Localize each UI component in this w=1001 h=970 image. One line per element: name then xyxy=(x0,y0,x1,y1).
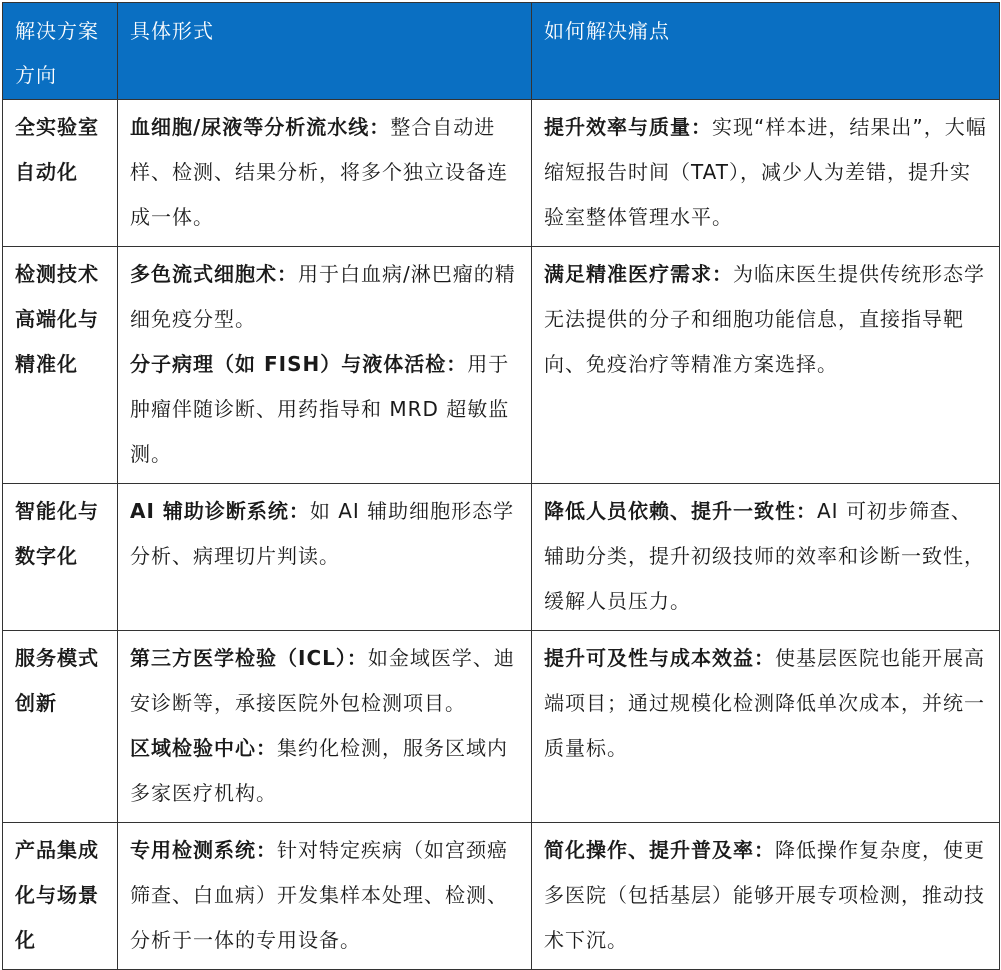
forms-cell xyxy=(118,247,532,484)
header-direction: 解决方案方向 xyxy=(3,3,118,100)
form-text: 整合自动进样、检测、结果分析，将多个独立设备连成一体。 xyxy=(130,115,508,229)
header-forms: 具体形式 xyxy=(118,3,532,100)
solution-text: 降低操作复杂度，使更多医院（包括基层）能够开展专项检测，推动技术下沉。 xyxy=(544,838,985,952)
solution-title: 简化操作、提升普及率： xyxy=(544,838,775,862)
form-text: 用于肿瘤伴随诊断、用药指导和 MRD 超敏监测。 xyxy=(130,352,510,466)
header-painpoints: 如何解决痛点 xyxy=(532,3,1000,100)
form-item xyxy=(130,828,519,963)
solution-title: 满足精准医疗需求： xyxy=(544,262,733,286)
category-cell: 全实验室自动化 xyxy=(3,100,118,247)
solutions-table xyxy=(2,2,1000,970)
form-text: 针对特定疾病（如宫颈癌筛查、白血病）开发集样本处理、检测、分析于一体的专用设备。 xyxy=(130,838,508,952)
header-row xyxy=(3,3,1000,100)
form-title: AI 辅助诊断系统： xyxy=(130,499,310,523)
solution-text: AI 可初步筛查、辅助分类，提升初级技师的效率和诊断一致性，缓解人员压力。 xyxy=(544,499,985,613)
form-item xyxy=(130,105,519,240)
form-title: 专用检测系统： xyxy=(130,838,277,862)
form-title: 多色流式细胞术： xyxy=(130,262,298,286)
table-row xyxy=(3,247,1000,484)
table-row xyxy=(3,631,1000,823)
form-item xyxy=(130,489,519,579)
table-row xyxy=(3,100,1000,247)
category-cell: 智能化与数字化 xyxy=(3,484,118,631)
form-title: 分子病理（如 FISH）与液体活检： xyxy=(130,352,468,376)
table-row xyxy=(3,823,1000,970)
solution-text: 实现“样本进，结果出”，大幅缩短报告时间（TAT），减少人为差错，提升实验室整体管理水平。 xyxy=(544,115,987,229)
form-item xyxy=(130,252,519,342)
form-item xyxy=(130,726,519,816)
forms-cell xyxy=(118,631,532,823)
form-item xyxy=(130,636,519,726)
solution-text: 使基层医院也能开展高端项目；通过规模化检测降低单次成本，并统一质量标。 xyxy=(544,646,985,760)
solution-cell xyxy=(532,484,1000,631)
category-cell: 服务模式创新 xyxy=(3,631,118,823)
solution-title: 提升效率与质量： xyxy=(544,115,712,139)
form-text: 集约化检测，服务区域内多家医疗机构。 xyxy=(130,736,508,805)
forms-cell xyxy=(118,100,532,247)
form-title: 血细胞/尿液等分析流水线： xyxy=(130,115,391,139)
solution-title: 提升可及性与成本效益： xyxy=(544,646,775,670)
solution-cell xyxy=(532,823,1000,970)
forms-cell xyxy=(118,484,532,631)
table-row xyxy=(3,484,1000,631)
forms-cell xyxy=(118,823,532,970)
form-title: 第三方医学检验（ICL）： xyxy=(130,646,368,670)
category-cell: 产品集成化与场景化 xyxy=(3,823,118,970)
form-text: 用于白血病/淋巴瘤的精细免疫分型。 xyxy=(130,262,516,331)
solution-cell xyxy=(532,100,1000,247)
form-text: 如金域医学、迪安诊断等，承接医院外包检测项目。 xyxy=(130,646,515,715)
solution-text: 为临床医生提供传统形态学无法提供的分子和细胞功能信息，直接指导靶向、免疫治疗等精准方案选择。 xyxy=(544,262,985,376)
solution-cell xyxy=(532,247,1000,484)
form-title: 区域检验中心： xyxy=(130,736,277,760)
solution-title: 降低人员依赖、提升一致性： xyxy=(544,499,817,523)
category-cell: 检测技术高端化与精准化 xyxy=(3,247,118,484)
solution-cell xyxy=(532,631,1000,823)
form-text: 如 AI 辅助细胞形态学分析、病理切片判读。 xyxy=(130,499,515,568)
form-item xyxy=(130,342,519,477)
